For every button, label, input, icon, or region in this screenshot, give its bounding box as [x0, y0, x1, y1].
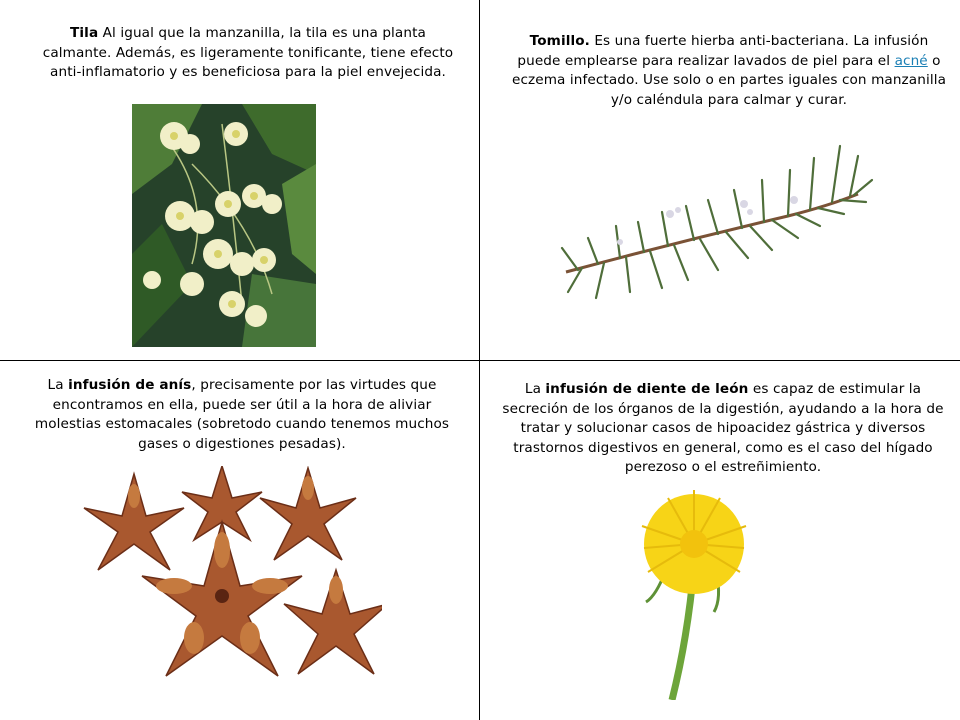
- anis-image: [72, 466, 382, 688]
- horizontal-divider: [0, 360, 960, 361]
- diente-de-leon-name: infusión de diente de león: [545, 381, 749, 397]
- tila-name: Tila: [70, 25, 99, 41]
- tomillo-name: Tomillo.: [529, 33, 590, 49]
- tomillo-paragraph: [508, 32, 950, 110]
- tila-text: Al igual que la manzanilla, la tila es una planta calmante. Además, es ligeramente tonificante, tiene efecto anti-inflamatorio y es beneficiosa para la piel envejecida.: [42, 25, 454, 80]
- anis-prefix: La: [47, 377, 69, 393]
- diente-de-leon-prefix: La: [524, 381, 546, 397]
- tila-image: [132, 104, 316, 347]
- diente-de-leon-paragraph: [500, 380, 946, 478]
- diente-de-leon-image: [596, 486, 796, 700]
- tomillo-image: [558, 130, 878, 330]
- anis-name: infusión de anís: [68, 377, 192, 393]
- diente-de-leon-text: es capaz de estimular la secreción de los órganos de la digestión, ayudando a la hora de tratar y solucionar casos de hipoacidez gástrica y diversos trastornos digestivos en general, como es el caso del hígado perezoso o el estreñimiento.: [502, 381, 944, 475]
- tomillo-text-2: o eczema infectado. Use solo o en partes iguales con manzanilla y/o caléndula para calmar y curar.: [511, 52, 947, 108]
- anis-paragraph: [20, 376, 464, 454]
- anis-text: , precisamente por las virtudes que encontramos en ella, puede ser útil a la hora de aliviar molestias estomacales (sobretodo cuando tenemos muchos gases o digestiones pesadas).: [34, 377, 450, 452]
- tomillo-text-1: Es una fuerte hierba anti-bacteriana. La infusión puede emplearse para realizar lavados de piel para el: [517, 33, 929, 69]
- acne-link[interactable]: acné: [894, 52, 928, 69]
- tila-paragraph: [42, 24, 454, 83]
